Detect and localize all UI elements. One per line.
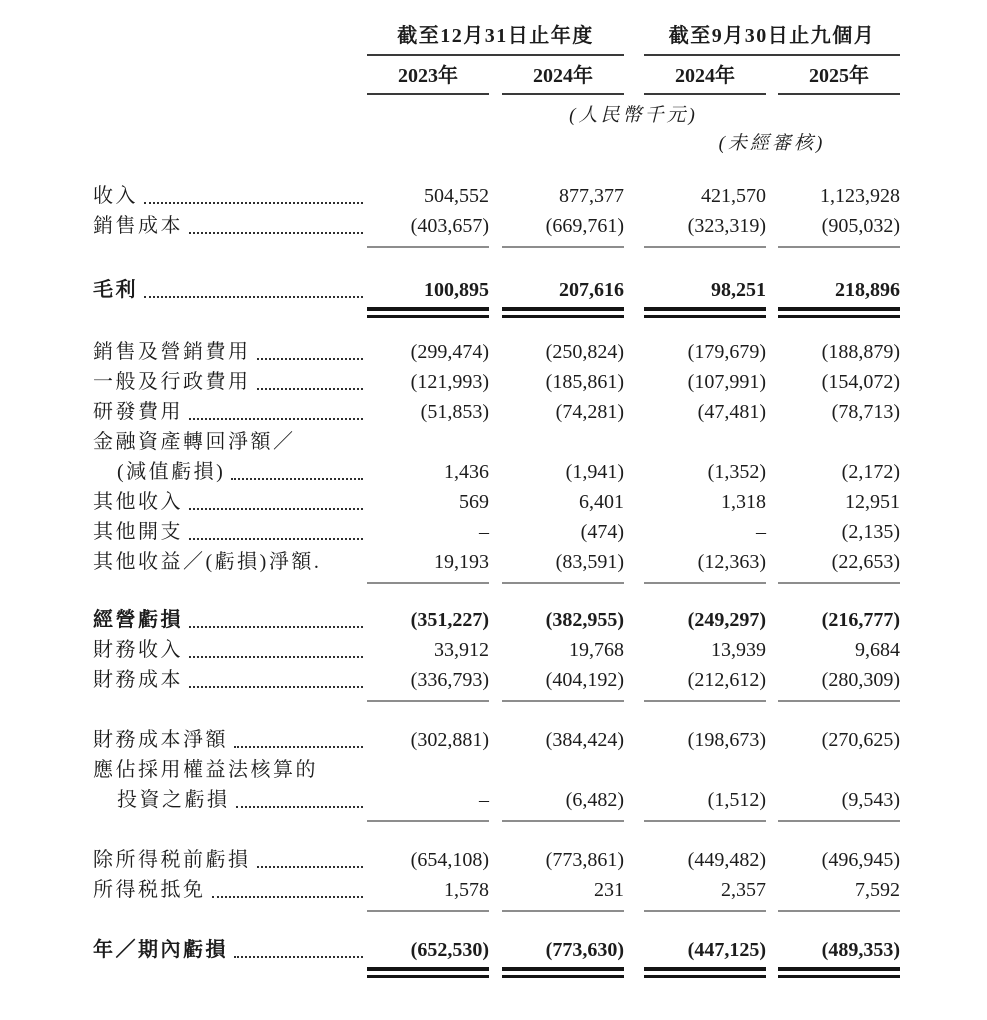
value-cell: (78,713) [831,401,900,423]
unaudited-note: (未經審核) [718,133,826,154]
value-cell: (489,353) [778,935,900,965]
value-cell: (280,309) [778,665,900,695]
value-cell: (299,474) [410,341,489,363]
value-cell [502,755,624,785]
dot-leader [234,935,363,958]
value-cell: (270,625) [821,729,900,751]
row-label-cell [93,785,367,815]
value-cell: (652,530) [367,935,489,965]
table-row [93,367,900,397]
row-label: (減值虧損) [117,461,226,483]
row-label-cell [93,275,367,305]
table-row [93,181,900,211]
period-group-annual: 截至12月31日止年度 [367,24,624,56]
value-cell: 207,616 [502,275,624,305]
value-cell: (121,993) [410,371,489,393]
unit-note-row [93,103,900,129]
row-label-cell [93,211,367,241]
dot-leader [189,605,363,628]
value-cell: 100,895 [367,275,489,305]
value-cell: (654,108) [410,849,489,871]
value-cell: (188,879) [821,341,900,363]
row-label: 其他開支 [93,521,183,543]
value-cell: (74,281) [555,401,624,423]
value-cell: (2,135) [841,521,900,543]
value-cell: (198,673) [687,729,766,751]
row-label: 投資之虧損 [117,789,230,811]
row-label: 金融資產轉回淨額／ [93,431,296,453]
value-cell [644,755,766,785]
value-cell: – [367,785,489,815]
value-cell: 33,912 [434,639,489,661]
value-cell: (179,679) [687,341,766,363]
period-group-nine-months: 截至9月30日止九個月 [644,24,900,56]
row-label-cell [93,935,367,965]
value-cell: (83,591) [502,547,624,577]
value-cell: (1,352) [707,461,766,483]
value-cell: (12,363) [644,547,766,577]
table-row [93,755,900,785]
value-cell: 2,357 [644,875,766,905]
value-cell [778,755,900,785]
dot-leader [189,397,363,420]
table-row [93,275,900,305]
table-row [93,487,900,517]
row-label-cell [93,665,367,695]
value-cell: 1,436 [444,461,489,483]
table-row [93,427,900,457]
row-label-cell [93,397,367,427]
dot-leader [144,181,363,204]
table-row [93,547,900,577]
header-label-spacer [93,103,367,129]
value-cell: (6,482) [502,785,624,815]
value-cell: 877,377 [559,185,624,207]
value-cell: 9,684 [855,639,900,661]
row-label: 所得税抵免 [93,879,206,901]
value-cell: 1,123,928 [820,185,900,207]
value-cell: (1,512) [644,785,766,815]
table-row [93,337,900,367]
value-cell: (51,853) [420,401,489,423]
header-label-spacer [93,24,367,56]
dot-leader [189,211,363,234]
table-row [93,875,900,905]
column-header-2023: 2023年 [367,64,489,95]
row-label: 研發費用 [93,401,183,423]
row-label: 銷售及營銷費用 [93,341,251,363]
dot-leader [189,635,363,658]
value-cell: (216,777) [821,609,900,631]
header-label-spacer [93,131,367,157]
value-cell: 421,570 [701,185,766,207]
row-label-cell [93,457,367,487]
value-cell: 19,768 [569,639,624,661]
value-cell: 7,592 [778,875,900,905]
table-row [93,517,900,547]
table-body [93,181,900,965]
row-label-cell [93,755,367,785]
value-cell: 1,318 [721,491,766,513]
value-cell: (447,125) [644,935,766,965]
row-label: 毛利 [93,279,138,301]
column-header-2024-9m: 2024年 [644,64,766,95]
row-label-cell [93,337,367,367]
dot-leader [257,367,364,390]
value-cell: (302,881) [410,729,489,751]
row-label: 除所得税前虧損 [93,849,251,871]
header-year-row [93,64,900,95]
currency-unit-note: (人民幣千元) [569,105,698,126]
row-label: 銷售成本 [93,215,183,237]
row-label-cell [93,845,367,875]
header-label-spacer [93,64,367,95]
row-label: 一般及行政費用 [93,371,251,393]
value-cell [644,427,766,457]
value-cell: (905,032) [778,211,900,241]
table-row [93,211,900,241]
value-cell: (1,941) [565,461,624,483]
value-cell: (773,630) [502,935,624,965]
table-row [93,635,900,665]
value-cell: 1,578 [367,875,489,905]
audit-note-row [93,131,900,157]
row-label: 其他收入 [93,491,183,513]
column-header-2024: 2024年 [502,64,624,95]
value-cell [502,427,624,457]
row-label: 收入 [93,185,138,207]
dot-leader [231,457,363,480]
dot-leader [189,517,363,540]
table-row [93,845,900,875]
value-cell: (185,861) [545,371,624,393]
value-cell: 218,896 [778,275,900,305]
value-cell: (449,482) [687,849,766,871]
value-cell: (9,543) [778,785,900,815]
value-cell: (384,424) [545,729,624,751]
value-cell: (669,761) [502,211,624,241]
row-label-cell [93,605,367,635]
value-cell: (351,227) [410,609,489,631]
header-period-groups [93,24,900,56]
row-label: 財務收入 [93,639,183,661]
row-label: 應佔採用權益法核算的 [93,759,318,781]
value-cell: 569 [459,491,489,513]
row-label-cell [93,875,367,905]
row-label-cell [93,725,367,755]
value-cell: 98,251 [644,275,766,305]
row-label: 年／期內虧損 [93,939,228,961]
table-row [93,457,900,487]
table-row [93,785,900,815]
dot-leader [234,725,363,748]
value-cell: (323,319) [644,211,766,241]
value-cell: 13,939 [711,639,766,661]
row-label-cell [93,517,367,547]
value-cell: (474) [580,521,624,543]
dot-leader [212,875,364,898]
value-cell: (249,297) [687,609,766,631]
row-label-cell [93,427,367,457]
row-label: 財務成本淨額 [93,729,228,751]
value-cell: (336,793) [367,665,489,695]
dot-leader [257,337,364,360]
value-cell [367,427,489,457]
value-cell: (212,612) [644,665,766,695]
row-label: 其他收益／(虧損)淨額. [93,551,322,573]
value-cell: – [756,521,766,543]
row-label-cell [93,367,367,397]
table-row [93,725,900,755]
dot-leader [257,845,364,868]
value-cell: (773,861) [545,849,624,871]
dot-leader [144,275,363,298]
value-cell: 19,193 [367,547,489,577]
row-label: 經營虧損 [93,609,183,631]
row-label: 財務成本 [93,669,183,691]
value-cell: (47,481) [697,401,766,423]
row-label-cell [93,487,367,517]
audit-note-offset [367,131,644,157]
value-cell: 231 [502,875,624,905]
value-cell: 504,552 [424,185,489,207]
value-cell: (107,991) [687,371,766,393]
column-header-2025-9m: 2025年 [778,64,900,95]
dot-leader [189,665,363,688]
value-cell: (496,945) [821,849,900,871]
table-row [93,665,900,695]
value-cell: 12,951 [845,491,900,513]
row-label-cell [93,547,367,577]
value-cell [367,755,489,785]
value-cell: (403,657) [367,211,489,241]
value-cell: (22,653) [778,547,900,577]
value-cell: (382,955) [545,609,624,631]
value-cell: (404,192) [502,665,624,695]
value-cell [778,427,900,457]
value-cell: 6,401 [579,491,624,513]
value-cell: (250,824) [545,341,624,363]
value-cell: (154,072) [821,371,900,393]
table-row [93,397,900,427]
dot-leader [236,785,364,808]
table-row [93,605,900,635]
table-row [93,935,900,965]
row-label-cell [93,181,367,211]
dot-leader [189,487,363,510]
value-cell: (2,172) [841,461,900,483]
value-cell: – [479,521,489,543]
row-label-cell [93,635,367,665]
